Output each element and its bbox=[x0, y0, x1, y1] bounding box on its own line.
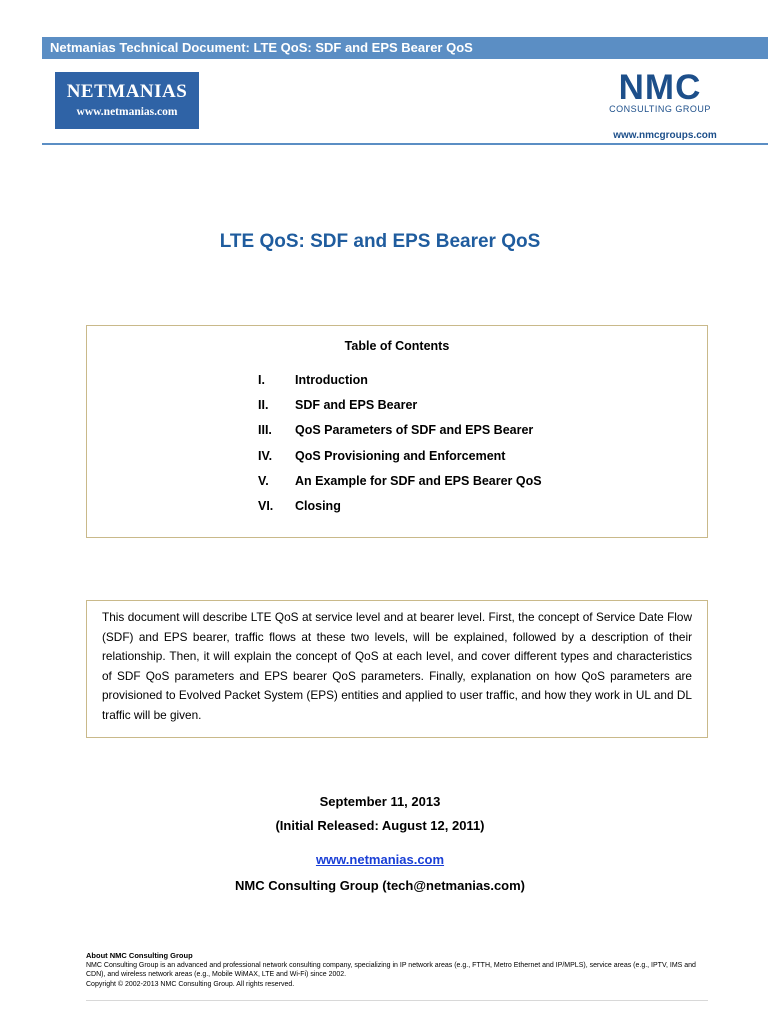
header-title: Netmanias Technical Document: LTE QoS: SDF and EPS Bearer QoS bbox=[50, 40, 473, 55]
document-title: LTE QoS: SDF and EPS Bearer QoS bbox=[219, 231, 541, 252]
netmanias-logo bbox=[55, 72, 199, 129]
toc-item bbox=[258, 449, 542, 474]
footer-about bbox=[86, 951, 706, 989]
publication-date: September 11, 2013 bbox=[319, 794, 441, 809]
toc-item-number: III. bbox=[258, 423, 272, 438]
toc-item-label: SDF and EPS Bearer bbox=[295, 398, 418, 413]
initial-release-date: (Initial Released: August 12, 2011) bbox=[275, 818, 485, 833]
contact-group: NMC Consulting Group (tech@netmanias.com) bbox=[234, 878, 526, 893]
netmanias-logo-url: www.netmanias.com bbox=[76, 106, 178, 118]
contact-url-line bbox=[0, 852, 760, 867]
abstract-text: This document will describe LTE QoS at service level and at bearer level. First, the concept of Service Date Flow (SDF) and EPS bearer, traffic flows at these two levels, will be explained, followed by a description of their relationship. Then, it will explain the concept of QoS at each level, and cover different types and characteristics of SDF QoS parameters and EPS bearer QoS parameters. Finally, explanation on how QoS parameters are provisioned to Evolved Packet System (EPS) entities and applied to user traffic, and how they work in UL and DL traffic will be given. bbox=[102, 610, 692, 722]
nmc-logo-mark: NMC bbox=[618, 68, 702, 107]
toc-item bbox=[258, 474, 542, 499]
table-of-contents bbox=[86, 325, 708, 538]
netmanias-link[interactable]: www.netmanias.com bbox=[315, 852, 445, 867]
footer-divider bbox=[86, 1000, 708, 1001]
toc-item bbox=[258, 398, 542, 423]
abstract-box bbox=[86, 600, 708, 738]
toc-heading: Table of Contents bbox=[344, 339, 450, 353]
toc-item-number: VI. bbox=[258, 498, 274, 513]
toc-item-number: IV. bbox=[258, 448, 273, 463]
footer-copyright: Copyright © 2002-2013 NMC Consulting Group. All rights reserved. bbox=[86, 980, 295, 988]
footer-about-text: NMC Consulting Group is an advanced and professional network consulting company, specializing in IP network areas (e.g., FTTH, Metro Ethernet and IP/MPLS), service areas (e.g., IPTV, IMS and CDN), and wireless network areas (e.g., Mobile WiMAX, LTE and Wi-Fi) since 2002. bbox=[86, 961, 696, 978]
toc-item-number: II. bbox=[258, 398, 269, 413]
document-header-bar bbox=[42, 37, 768, 59]
toc-item-label: Introduction bbox=[295, 373, 368, 387]
nmc-url: www.nmcgroups.com bbox=[613, 130, 717, 141]
toc-item bbox=[258, 373, 542, 398]
toc-item-label: QoS Parameters of SDF and EPS Bearer bbox=[295, 423, 534, 438]
header-divider bbox=[42, 143, 768, 145]
toc-list bbox=[258, 373, 542, 524]
toc-item-label: QoS Provisioning and Enforcement bbox=[295, 448, 506, 463]
toc-item-number: I. bbox=[258, 373, 265, 387]
nmc-logo-subtitle: CONSULTING GROUP bbox=[609, 104, 711, 114]
toc-item-label: Closing bbox=[295, 498, 341, 513]
toc-item-label: An Example for SDF and EPS Bearer QoS bbox=[295, 473, 542, 488]
nmc-logo bbox=[600, 70, 730, 141]
toc-item bbox=[258, 499, 542, 524]
footer-about-title: About NMC Consulting Group bbox=[86, 951, 193, 960]
netmanias-logo-brand: NETMANIAS bbox=[66, 81, 188, 102]
toc-item-number: V. bbox=[258, 473, 269, 488]
toc-item bbox=[258, 423, 542, 448]
